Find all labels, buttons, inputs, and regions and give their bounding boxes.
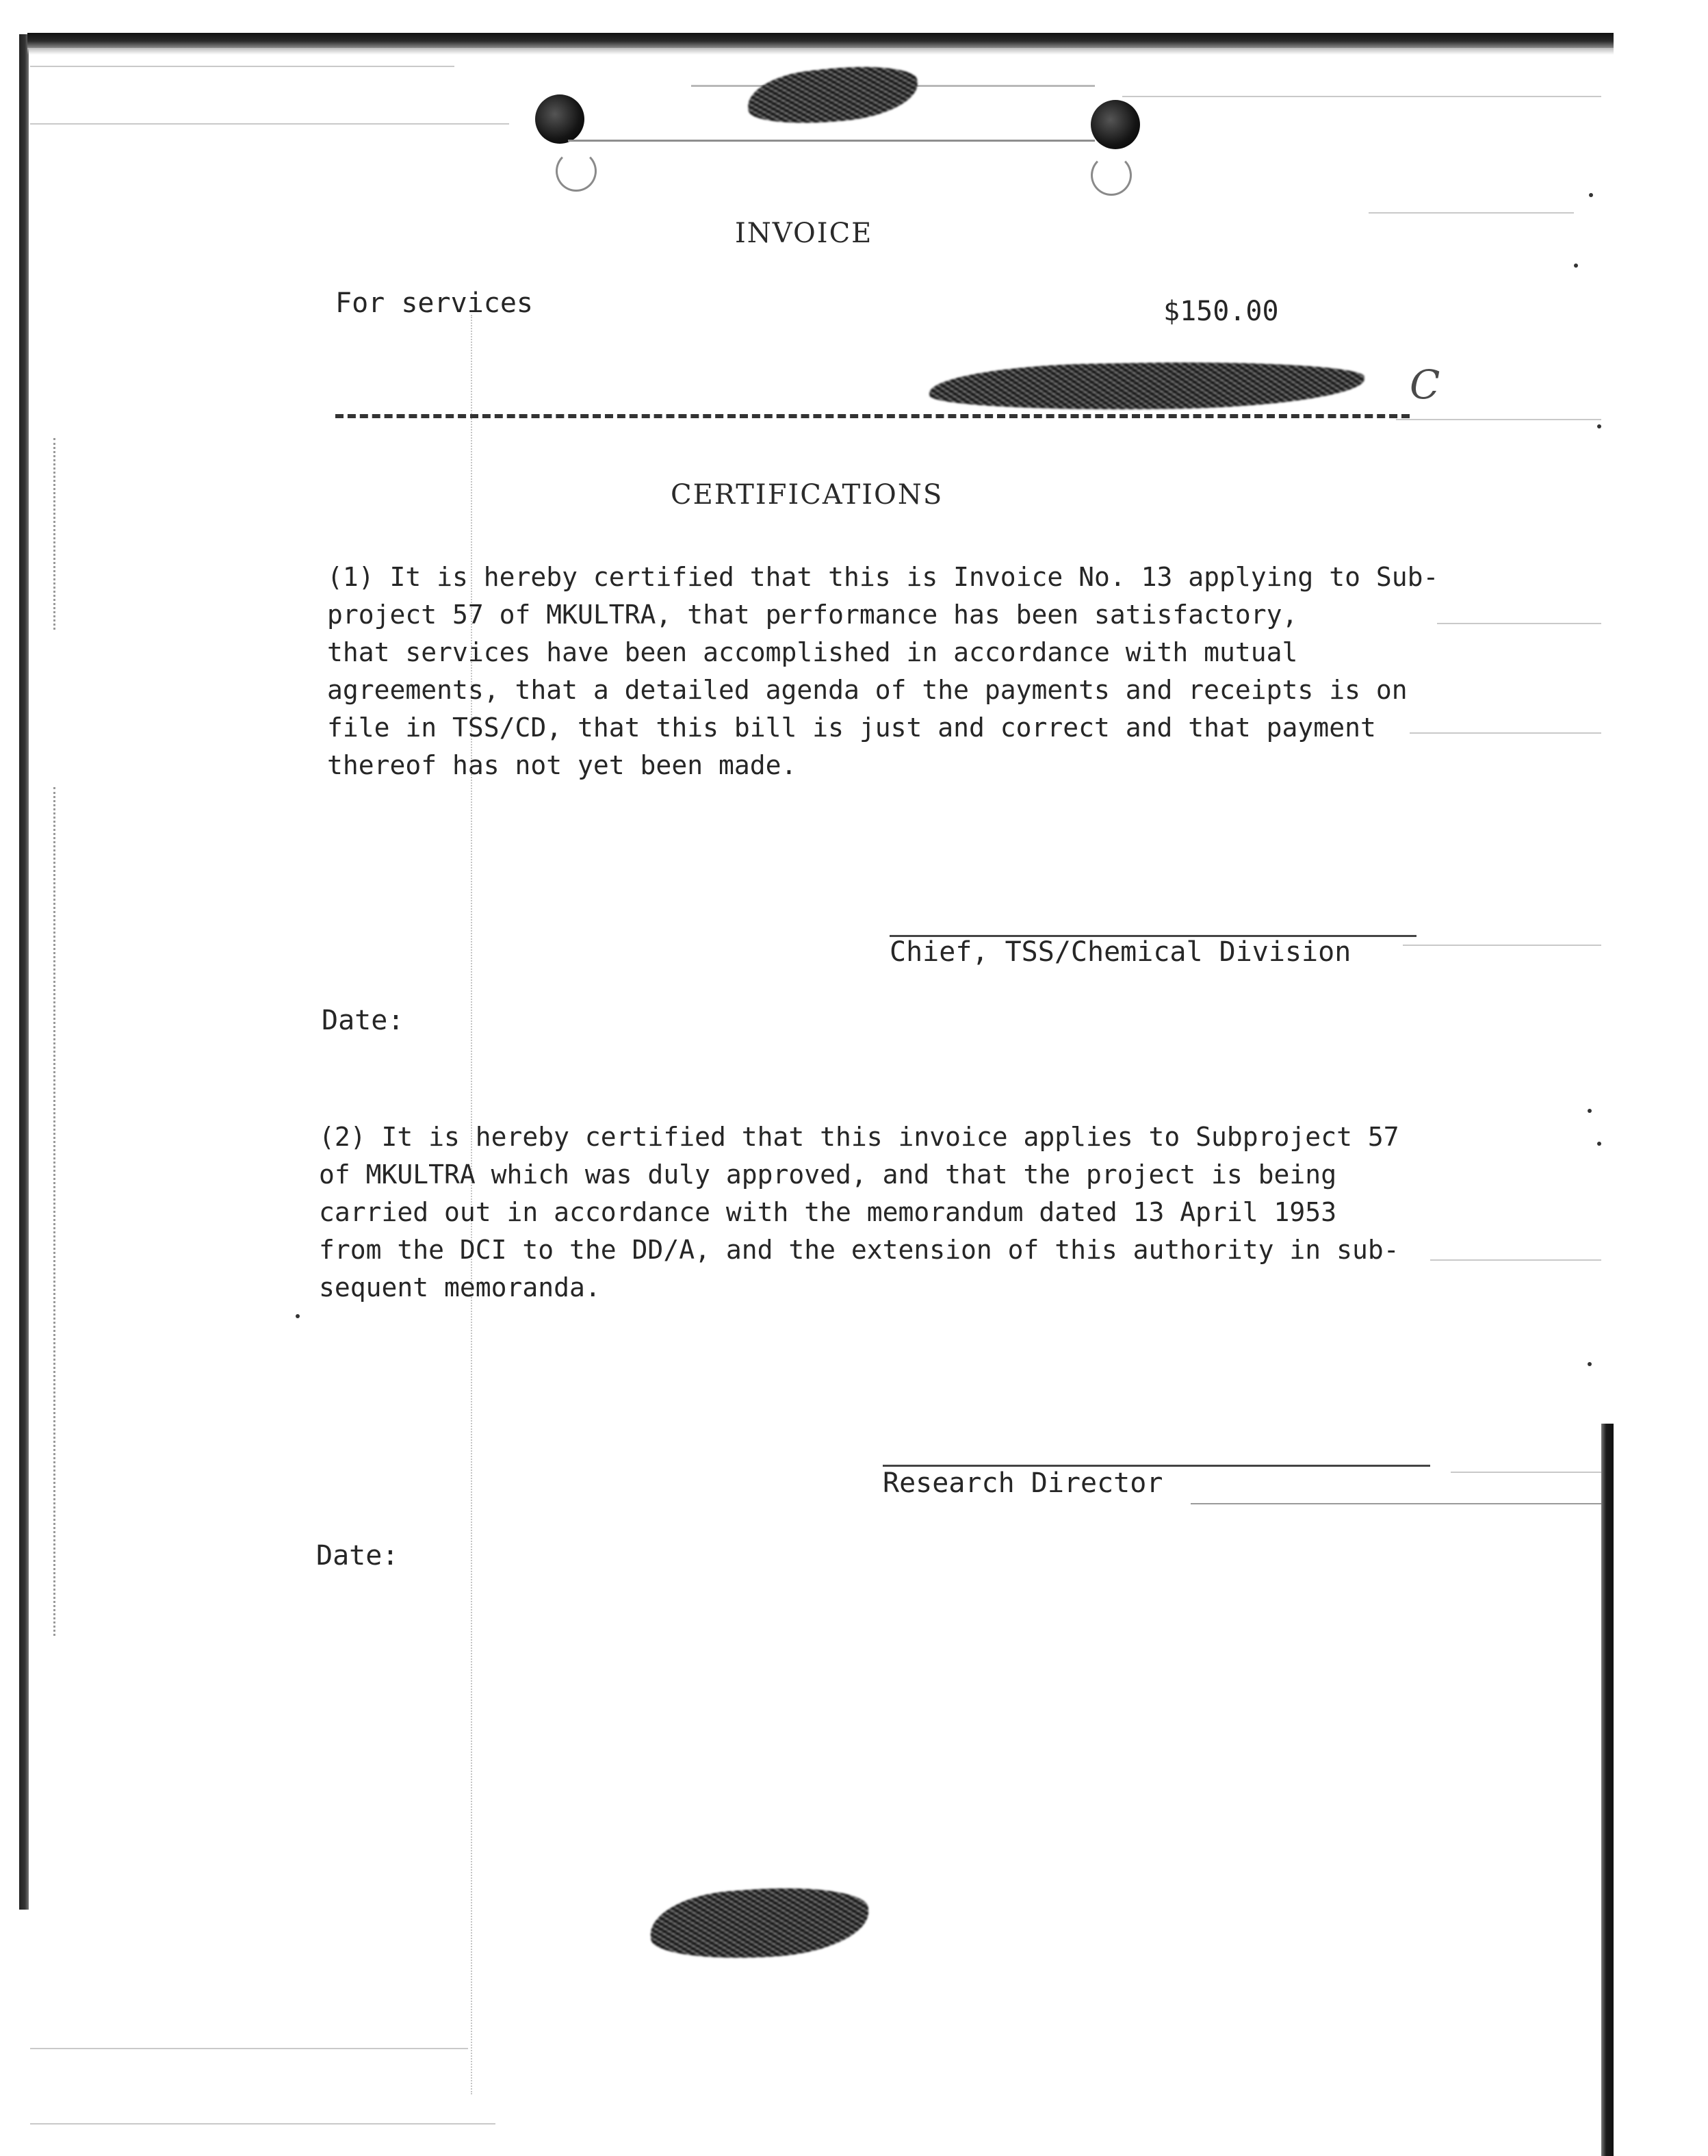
scan-speck <box>1597 1142 1601 1146</box>
scan-speck <box>1588 1109 1592 1113</box>
certification-1-line: agreements, that a detailed agenda of the payments and receipts is on <box>327 675 1408 705</box>
certification-1-line: project 57 of MKULTRA, that performance has been satisfactory, <box>327 600 1298 630</box>
dotted-edge-mark <box>53 787 55 1636</box>
scan-speck <box>1574 264 1578 268</box>
faint-rule <box>1369 212 1574 214</box>
faint-rule <box>1430 1259 1601 1261</box>
scan-speck <box>1597 424 1601 428</box>
certification-1-line: thereof has not yet been made. <box>327 750 797 780</box>
faint-rule <box>30 2123 495 2125</box>
faint-rule <box>30 2048 468 2049</box>
line-item-amount: $150.00 <box>1163 296 1279 327</box>
faint-rule <box>30 123 509 125</box>
scan-top-edge-fade <box>27 48 1614 55</box>
handwritten-mark: C <box>1410 361 1440 408</box>
certification-2-line: from the DCI to the DD/A, and the extension of this authority in sub- <box>319 1235 1399 1265</box>
certification-1-line: that services have been accomplished in accordance with mutual <box>327 637 1298 667</box>
faint-rule <box>1122 96 1601 97</box>
punch-hole-shadow-left <box>556 151 597 192</box>
binder-strip-line <box>568 140 1095 142</box>
scan-top-edge <box>27 33 1614 48</box>
certification-2-line: (2) It is hereby certified that this invoice applies to Subproject 57 <box>319 1122 1399 1152</box>
certification-1-paragraph <box>327 559 1438 784</box>
certification-1-line: (1) It is hereby certified that this is Invoice No. 13 applying to Sub- <box>327 562 1439 592</box>
faint-rule <box>1437 623 1601 624</box>
scan-speck <box>1588 1362 1592 1366</box>
punch-hole-right <box>1091 100 1140 149</box>
certification-2-line: of MKULTRA which was duly approved, and that the project is being <box>319 1159 1337 1190</box>
faint-rule <box>1403 945 1601 946</box>
punch-hole-shadow-right <box>1091 155 1132 196</box>
signature-line-research-director <box>883 1465 1430 1467</box>
dashed-separator <box>335 414 1410 418</box>
scan-right-edge <box>1601 1424 1614 2156</box>
redaction-bottom <box>648 1882 871 1965</box>
faint-rule <box>1396 419 1601 420</box>
certification-2-line: sequent memoranda. <box>319 1272 601 1302</box>
signature-title-chief: Chief, TSS/Chemical Division <box>890 936 1351 968</box>
punch-hole-left <box>535 94 584 144</box>
date-label-1: Date: <box>322 1005 404 1036</box>
scan-left-edge <box>19 34 29 1910</box>
signature-underline-extension <box>1191 1503 1601 1504</box>
date-label-2: Date: <box>316 1540 399 1571</box>
dotted-edge-mark <box>53 438 55 630</box>
redaction-middle <box>929 359 1364 413</box>
certification-1-line: file in TSS/CD, that this bill is just and correct and that payment <box>327 713 1376 743</box>
line-item-description: For services <box>335 287 533 319</box>
invoice-title: INVOICE <box>735 218 873 249</box>
faint-rule <box>30 66 454 67</box>
faint-rule <box>1451 1472 1601 1473</box>
redaction-top <box>745 60 921 131</box>
certification-2-line: carried out in accordance with the memorandum dated 13 April 1953 <box>319 1197 1337 1227</box>
certifications-heading: CERTIFICATIONS <box>671 479 944 511</box>
certification-2-paragraph <box>319 1118 1399 1307</box>
scan-speck <box>296 1314 300 1318</box>
signature-title-research-director: Research Director <box>883 1467 1163 1499</box>
scan-speck <box>1589 193 1593 197</box>
